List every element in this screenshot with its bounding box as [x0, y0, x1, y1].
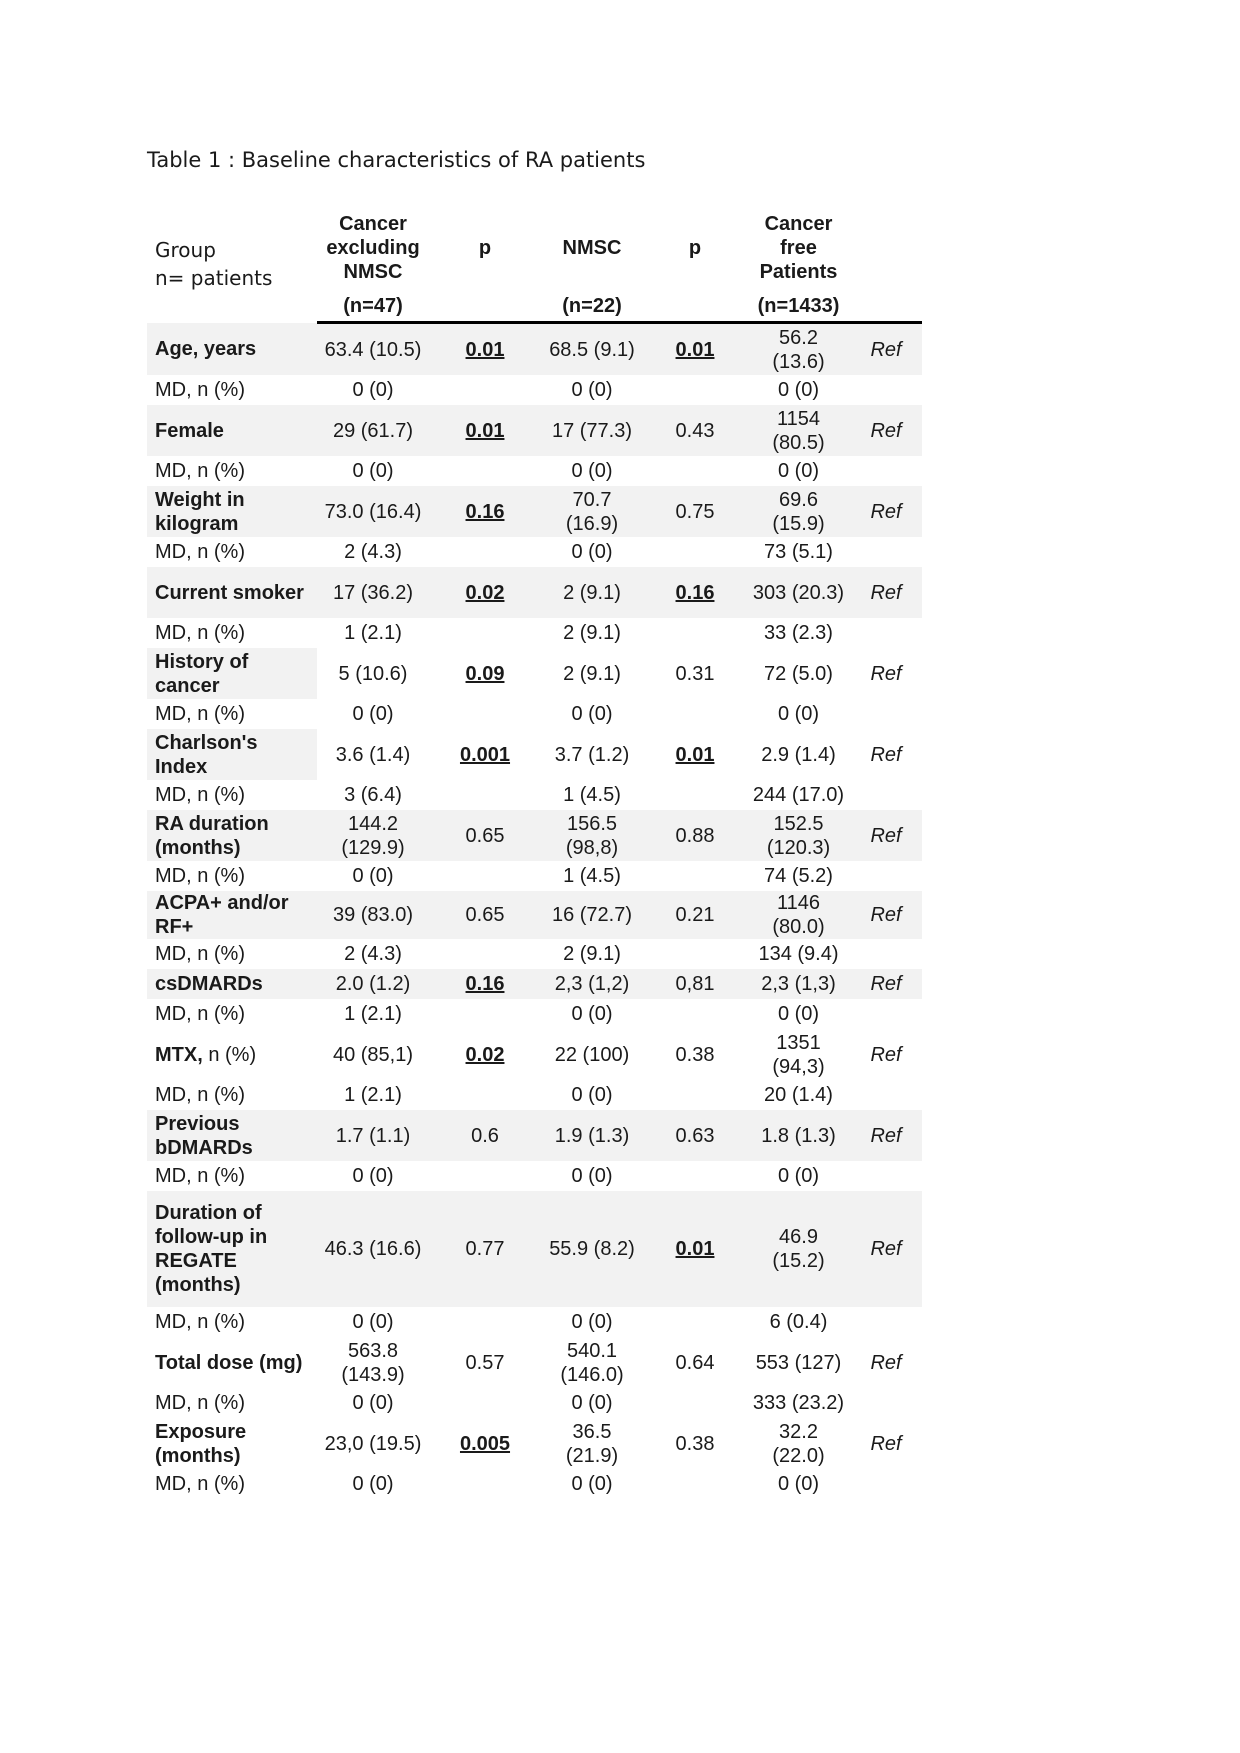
row-label-suffix: n (%): [202, 1043, 257, 1066]
row-label: [147, 939, 317, 969]
cell-nmsc: 540.1 (146.0): [560, 1339, 624, 1386]
cell-cancer-free: 74 (5.2): [764, 865, 833, 887]
cell-p1: [429, 375, 541, 405]
cell-p2: [643, 1191, 747, 1307]
table-row: [147, 729, 922, 780]
row-label-text: MD, n (%): [155, 541, 245, 563]
cell-cancer-free: 0 (0): [777, 1003, 820, 1025]
cell-ref: [850, 1469, 922, 1499]
cell-p1: [429, 1469, 541, 1499]
cell-p1: [429, 699, 541, 729]
significant-p-value: 0.01: [675, 338, 715, 361]
cell-p2: 0.63: [643, 1110, 747, 1161]
table-row: [147, 567, 922, 618]
table-row: [147, 405, 922, 456]
row-label: [147, 1080, 317, 1110]
table-row: [147, 1191, 922, 1307]
cell-p2: [643, 729, 747, 780]
cell-cancer-free: 56.2 (13.6): [747, 323, 850, 376]
row-label-text: MD, n (%): [155, 1165, 245, 1187]
cell-p1: [429, 1161, 541, 1191]
cell-nmsc: 0 (0): [571, 541, 613, 563]
significant-p-value: 0.01: [465, 338, 505, 361]
table-row: [147, 1110, 922, 1161]
cell-cancer-free: 303 (20.3): [747, 567, 850, 618]
cell-p1: [429, 1080, 541, 1110]
row-label: [147, 648, 317, 699]
cell-nmsc: 2 (9.1): [563, 943, 621, 965]
cell-cancer-excluding-nmsc: 0 (0): [352, 865, 394, 887]
cell-p1: [429, 456, 541, 486]
n-p2-empty: [643, 291, 747, 323]
cell-cancer-excluding-nmsc: 563.8 (143.9): [341, 1339, 405, 1386]
cell-ref: [850, 699, 922, 729]
row-label: [147, 1110, 317, 1161]
cell-p1: [429, 1307, 541, 1337]
cell-ref: [850, 618, 922, 648]
row-label: [147, 486, 317, 537]
cell-p2: 0.38: [675, 1043, 715, 1066]
cell-ref: Ref: [850, 567, 922, 618]
cell-ref: [850, 999, 922, 1029]
row-label-text: Previous bDMARDs: [155, 1112, 253, 1159]
cell-nmsc: 0 (0): [571, 1311, 613, 1333]
cell-nmsc: 2 (9.1): [541, 648, 643, 699]
row-label: [147, 1191, 317, 1307]
row-label: [147, 729, 317, 780]
table-row: [147, 969, 922, 999]
n-nmsc: (n=22): [541, 291, 643, 323]
cell-cancer-excluding-nmsc: 3.6 (1.4): [317, 729, 429, 780]
row-label-text: MD, n (%): [155, 379, 245, 401]
cell-ref: Ref: [850, 1191, 922, 1307]
cell-cancer-excluding-nmsc: 0 (0): [352, 1311, 394, 1333]
cell-p1: [429, 1029, 541, 1080]
row-label-text: MD, n (%): [155, 1084, 245, 1106]
n-ref-empty: [850, 291, 922, 323]
row-label-text: Female: [155, 419, 224, 442]
row-label: [147, 1469, 317, 1499]
row-label-text: MD, n (%): [155, 703, 245, 725]
row-label-text: MD, n (%): [155, 865, 245, 887]
cell-ref: Ref: [850, 405, 922, 456]
row-label-text: History of cancer: [155, 650, 249, 697]
cell-cancer-free: 0 (0): [777, 1473, 820, 1495]
cell-ref: [850, 537, 922, 567]
cell-nmsc: 16 (72.7): [541, 891, 643, 939]
cell-ref: [850, 780, 922, 810]
cell-p2: [643, 1161, 747, 1191]
table-row: [147, 1080, 922, 1110]
cell-p1: [429, 729, 541, 780]
significant-p-value: 0.16: [675, 581, 715, 604]
table-row: [147, 891, 922, 939]
cell-p2: 0.43: [643, 405, 747, 456]
row-label: [147, 537, 317, 567]
row-label-text: Age, years: [155, 337, 257, 360]
cell-cancer-excluding-nmsc: 3 (6.4): [344, 784, 402, 806]
significant-p-value: 0.01: [465, 419, 505, 442]
cell-cancer-excluding-nmsc: 1 (2.1): [344, 1084, 402, 1106]
col-cancer-free: Cancer free Patients: [759, 213, 838, 283]
cell-cancer-free: 72 (5.0): [747, 648, 850, 699]
row-label: [147, 1161, 317, 1191]
cell-cancer-free: 0 (0): [777, 703, 820, 725]
row-label: [147, 567, 317, 618]
cell-cancer-free: 1154 (80.5): [747, 405, 850, 456]
cell-nmsc: 0 (0): [571, 703, 613, 725]
significant-p-value: 0.01: [675, 743, 715, 766]
cell-cancer-excluding-nmsc: 0 (0): [352, 379, 394, 401]
cell-p1: [429, 323, 541, 376]
cell-cancer-free: 1146 (80.0): [747, 891, 850, 939]
group-label: Group: [155, 237, 216, 262]
row-label: [147, 1388, 317, 1418]
cell-nmsc: 2 (9.1): [541, 567, 643, 618]
cell-cancer-free: 69.6 (15.9): [747, 486, 850, 537]
cell-cancer-excluding-nmsc: 0 (0): [352, 703, 394, 725]
cell-ref: Ref: [870, 1351, 902, 1374]
cell-cancer-excluding-nmsc: 2 (4.3): [344, 541, 402, 563]
cell-p1: 0.77: [429, 1191, 541, 1307]
table-row: [147, 537, 922, 567]
row-label-text: Weight in kilogram: [155, 488, 245, 535]
cell-cancer-free: 0 (0): [777, 379, 820, 401]
row-label-text: MD, n (%): [155, 622, 245, 644]
cell-ref: [850, 375, 922, 405]
cell-p2: [643, 1307, 747, 1337]
cell-nmsc: 22 (100): [554, 1043, 630, 1066]
table-row: [147, 1161, 922, 1191]
cell-p1: [429, 618, 541, 648]
row-label-text: Total dose (mg): [155, 1351, 303, 1374]
row-label: [147, 891, 317, 939]
row-label: [147, 699, 317, 729]
row-label: [147, 1337, 317, 1388]
cell-cancer-free: 46.9 (15.2): [747, 1191, 850, 1307]
table-row: [147, 375, 922, 405]
cell-p2: [643, 1080, 747, 1110]
cell-p1: [429, 780, 541, 810]
cell-nmsc: 68.5 (9.1): [541, 323, 643, 376]
cell-nmsc: 0 (0): [571, 1165, 613, 1187]
row-label: [147, 323, 317, 376]
cell-p2: 0.21: [643, 891, 747, 939]
table-body: [147, 323, 922, 1500]
cell-nmsc: 55.9 (8.2): [541, 1191, 643, 1307]
row-label: [147, 1418, 317, 1469]
cell-cancer-free: 2.9 (1.4): [747, 729, 850, 780]
cell-p2: [643, 1388, 747, 1418]
cell-cancer-free: 20 (1.4): [764, 1084, 833, 1106]
col-p2: p: [688, 237, 702, 259]
table-row: [147, 1029, 922, 1080]
table-row: [147, 618, 922, 648]
col-cancer-excluding-nmsc: Cancer excluding NMSC: [326, 213, 420, 283]
row-label: [147, 810, 317, 861]
cell-cancer-excluding-nmsc: 0 (0): [352, 1165, 394, 1187]
significant-p-value: 0.09: [465, 662, 505, 685]
cell-p2: 0.75: [643, 486, 747, 537]
cell-p1: 0.57: [465, 1351, 505, 1374]
significant-p-value: 0.005: [459, 1432, 511, 1455]
cell-cancer-free: 1.8 (1.3): [747, 1110, 850, 1161]
row-label-text: Exposure (months): [155, 1420, 247, 1467]
cell-p1: [429, 648, 541, 699]
cell-ref: Ref: [850, 891, 922, 939]
cell-ref: Ref: [850, 323, 922, 376]
table-row: [147, 648, 922, 699]
row-label: [147, 969, 317, 999]
col-nmsc: NMSC: [562, 237, 622, 259]
cell-nmsc: 1 (4.5): [563, 865, 621, 887]
table-row: [147, 939, 922, 969]
cell-ref: [850, 1080, 922, 1110]
cell-p1: [429, 537, 541, 567]
n-cancer-excluding-nmsc: (n=47): [317, 291, 429, 323]
row-label-text: MD, n (%): [155, 1311, 245, 1333]
col-p1: p: [478, 237, 492, 259]
cell-p2: 0.64: [675, 1351, 715, 1374]
cell-p2: [643, 456, 747, 486]
cell-p2: 0.31: [643, 648, 747, 699]
cell-nmsc: 2 (9.1): [563, 622, 621, 644]
cell-nmsc: 1 (4.5): [563, 784, 621, 806]
cell-cancer-excluding-nmsc: 17 (36.2): [317, 567, 429, 618]
table-row: [147, 486, 922, 537]
cell-cancer-free: 0 (0): [777, 1165, 820, 1187]
table-row: [147, 323, 922, 376]
row-label-text: Duration of follow-up in REGATE (months): [155, 1202, 268, 1296]
cell-nmsc: 0 (0): [571, 1084, 613, 1106]
cell-p1: [429, 861, 541, 891]
row-label: [147, 780, 317, 810]
cell-p2: [643, 618, 747, 648]
group-header-cell: [147, 205, 317, 323]
row-label-text: MD, n (%): [155, 460, 245, 482]
table-row: [147, 1418, 922, 1469]
cell-cancer-excluding-nmsc: 144.2 (129.9): [317, 810, 429, 861]
cell-nmsc: 0 (0): [571, 460, 613, 482]
cell-ref: Ref: [850, 810, 922, 861]
cell-nmsc: 1.9 (1.3): [541, 1110, 643, 1161]
cell-ref: Ref: [850, 1110, 922, 1161]
row-label-text: RA duration (months): [155, 812, 269, 859]
cell-cancer-free: 553 (127): [755, 1351, 842, 1374]
cell-p1: 0.65: [429, 891, 541, 939]
cell-cancer-free: 0 (0): [777, 460, 820, 482]
significant-p-value: 0.16: [465, 973, 505, 995]
cell-p2: [643, 1469, 747, 1499]
table-row: [147, 1469, 922, 1499]
baseline-characteristics-table: [147, 205, 922, 1499]
row-label: [147, 1307, 317, 1337]
n-p1-empty: [429, 291, 541, 323]
table-row: [147, 456, 922, 486]
row-label: [147, 405, 317, 456]
row-label-text: Current smoker: [155, 581, 304, 604]
row-label: [147, 999, 317, 1029]
table-row: [147, 861, 922, 891]
row-label-text: MTX,: [155, 1043, 203, 1066]
cell-cancer-excluding-nmsc: 73.0 (16.4): [317, 486, 429, 537]
table-header: [147, 205, 922, 323]
cell-cancer-excluding-nmsc: 0 (0): [352, 1392, 394, 1414]
row-label-text: MD, n (%): [155, 784, 245, 806]
row-label-text: MD, n (%): [155, 1392, 245, 1414]
row-label-text: MD, n (%): [155, 943, 245, 965]
cell-p1: 0.6: [429, 1110, 541, 1161]
cell-ref: [850, 861, 922, 891]
cell-p2: [643, 567, 747, 618]
cell-cancer-excluding-nmsc: 0 (0): [352, 1473, 394, 1495]
significant-p-value: 0.01: [675, 1238, 715, 1260]
cell-p2: 0.38: [675, 1432, 715, 1455]
cell-ref: Ref: [850, 969, 922, 999]
cell-p2: [643, 780, 747, 810]
cell-cancer-excluding-nmsc: 2.0 (1.2): [317, 969, 429, 999]
table-row: [147, 1307, 922, 1337]
cell-ref: [850, 1307, 922, 1337]
cell-p1: [429, 405, 541, 456]
cell-p1: [429, 999, 541, 1029]
cell-p2: [643, 699, 747, 729]
col-ref: [850, 205, 922, 291]
cell-cancer-excluding-nmsc: 63.4 (10.5): [317, 323, 429, 376]
cell-ref: [850, 1161, 922, 1191]
cell-p2: [643, 537, 747, 567]
cell-cancer-excluding-nmsc: 40 (85,1): [332, 1043, 414, 1066]
cell-cancer-free: 1351 (94,3): [772, 1031, 825, 1078]
cell-ref: Ref: [850, 648, 922, 699]
cell-p1: [429, 969, 541, 999]
table-row: [147, 1337, 922, 1388]
cell-ref: Ref: [850, 729, 922, 780]
significant-p-value: 0.16: [465, 500, 505, 523]
cell-nmsc: 36.5 (21.9): [565, 1420, 619, 1467]
cell-cancer-free: 73 (5.1): [764, 541, 833, 563]
cell-p1: 0.65: [429, 810, 541, 861]
cell-cancer-free: 33 (2.3): [764, 622, 833, 644]
cell-ref: [850, 456, 922, 486]
table-row: [147, 810, 922, 861]
cell-ref: Ref: [870, 1043, 902, 1066]
cell-nmsc: 156.5 (98,8): [541, 810, 643, 861]
row-label: [147, 618, 317, 648]
cell-nmsc: 0 (0): [571, 1003, 613, 1025]
cell-nmsc: 17 (77.3): [541, 405, 643, 456]
cell-p1: [429, 1418, 541, 1469]
cell-nmsc: 0 (0): [571, 1473, 613, 1495]
table-row: [147, 999, 922, 1029]
cell-cancer-free: 152.5 (120.3): [747, 810, 850, 861]
cell-ref: [850, 1388, 922, 1418]
table-row: [147, 1388, 922, 1418]
cell-nmsc: 70.7 (16.9): [541, 486, 643, 537]
cell-cancer-excluding-nmsc: 1.7 (1.1): [317, 1110, 429, 1161]
cell-cancer-excluding-nmsc: 5 (10.6): [317, 648, 429, 699]
table-row: [147, 780, 922, 810]
row-label: [147, 375, 317, 405]
cell-cancer-excluding-nmsc: 2 (4.3): [344, 943, 402, 965]
cell-ref: [850, 939, 922, 969]
cell-p2: 0,81: [643, 969, 747, 999]
row-label: [147, 456, 317, 486]
cell-cancer-free: 6 (0.4): [769, 1311, 828, 1333]
significant-p-value: 0.001: [459, 743, 511, 766]
n-patients-label: n= patients: [155, 265, 273, 290]
table-caption: Table 1 : Baseline characteristics of RA patients: [147, 148, 646, 172]
header-row: [147, 205, 922, 291]
cell-cancer-excluding-nmsc: 29 (61.7): [317, 405, 429, 456]
row-label: [147, 861, 317, 891]
cell-cancer-excluding-nmsc: 46.3 (16.6): [317, 1191, 429, 1307]
cell-p2: [643, 999, 747, 1029]
row-label: [147, 1029, 317, 1080]
cell-p1: [429, 567, 541, 618]
row-label-text: ACPA+ and/or RF+: [155, 892, 289, 938]
significant-p-value: 0.02: [465, 581, 505, 604]
cell-p2: [643, 939, 747, 969]
cell-ref: Ref: [850, 486, 922, 537]
cell-ref: Ref: [870, 1432, 902, 1455]
cell-cancer-excluding-nmsc: 23,0 (19.5): [324, 1432, 422, 1455]
cell-p1: [429, 486, 541, 537]
cell-p2: [643, 375, 747, 405]
cell-p2: 0.88: [643, 810, 747, 861]
cell-cancer-free: 244 (17.0): [752, 784, 845, 806]
cell-nmsc: 3.7 (1.2): [541, 729, 643, 780]
cell-p2: [643, 323, 747, 376]
cell-nmsc: 0 (0): [571, 1392, 613, 1414]
cell-p1: [429, 939, 541, 969]
cell-p2: [643, 861, 747, 891]
cell-nmsc: 2,3 (1,2): [541, 969, 643, 999]
row-label-text: csDMARDs: [155, 973, 263, 995]
cell-cancer-free: 134 (9.4): [758, 943, 839, 965]
cell-cancer-free: 32.2 (22.0): [772, 1420, 825, 1467]
cell-cancer-excluding-nmsc: 0 (0): [352, 460, 394, 482]
cell-cancer-excluding-nmsc: 1 (2.1): [344, 622, 402, 644]
significant-p-value: 0.02: [465, 1043, 505, 1066]
cell-nmsc: 0 (0): [571, 379, 613, 401]
row-label-text: MD, n (%): [155, 1473, 245, 1495]
cell-p1: [429, 1388, 541, 1418]
cell-cancer-excluding-nmsc: 1 (2.1): [344, 1003, 402, 1025]
cell-cancer-excluding-nmsc: 39 (83.0): [317, 891, 429, 939]
cell-cancer-free: 2,3 (1,3): [747, 969, 850, 999]
row-label-text: Charlson's Index: [155, 731, 258, 778]
table-row: [147, 699, 922, 729]
n-cancer-free: (n=1433): [747, 291, 850, 323]
row-label-text: MD, n (%): [155, 1003, 245, 1025]
cell-cancer-free: 333 (23.2): [752, 1392, 845, 1414]
